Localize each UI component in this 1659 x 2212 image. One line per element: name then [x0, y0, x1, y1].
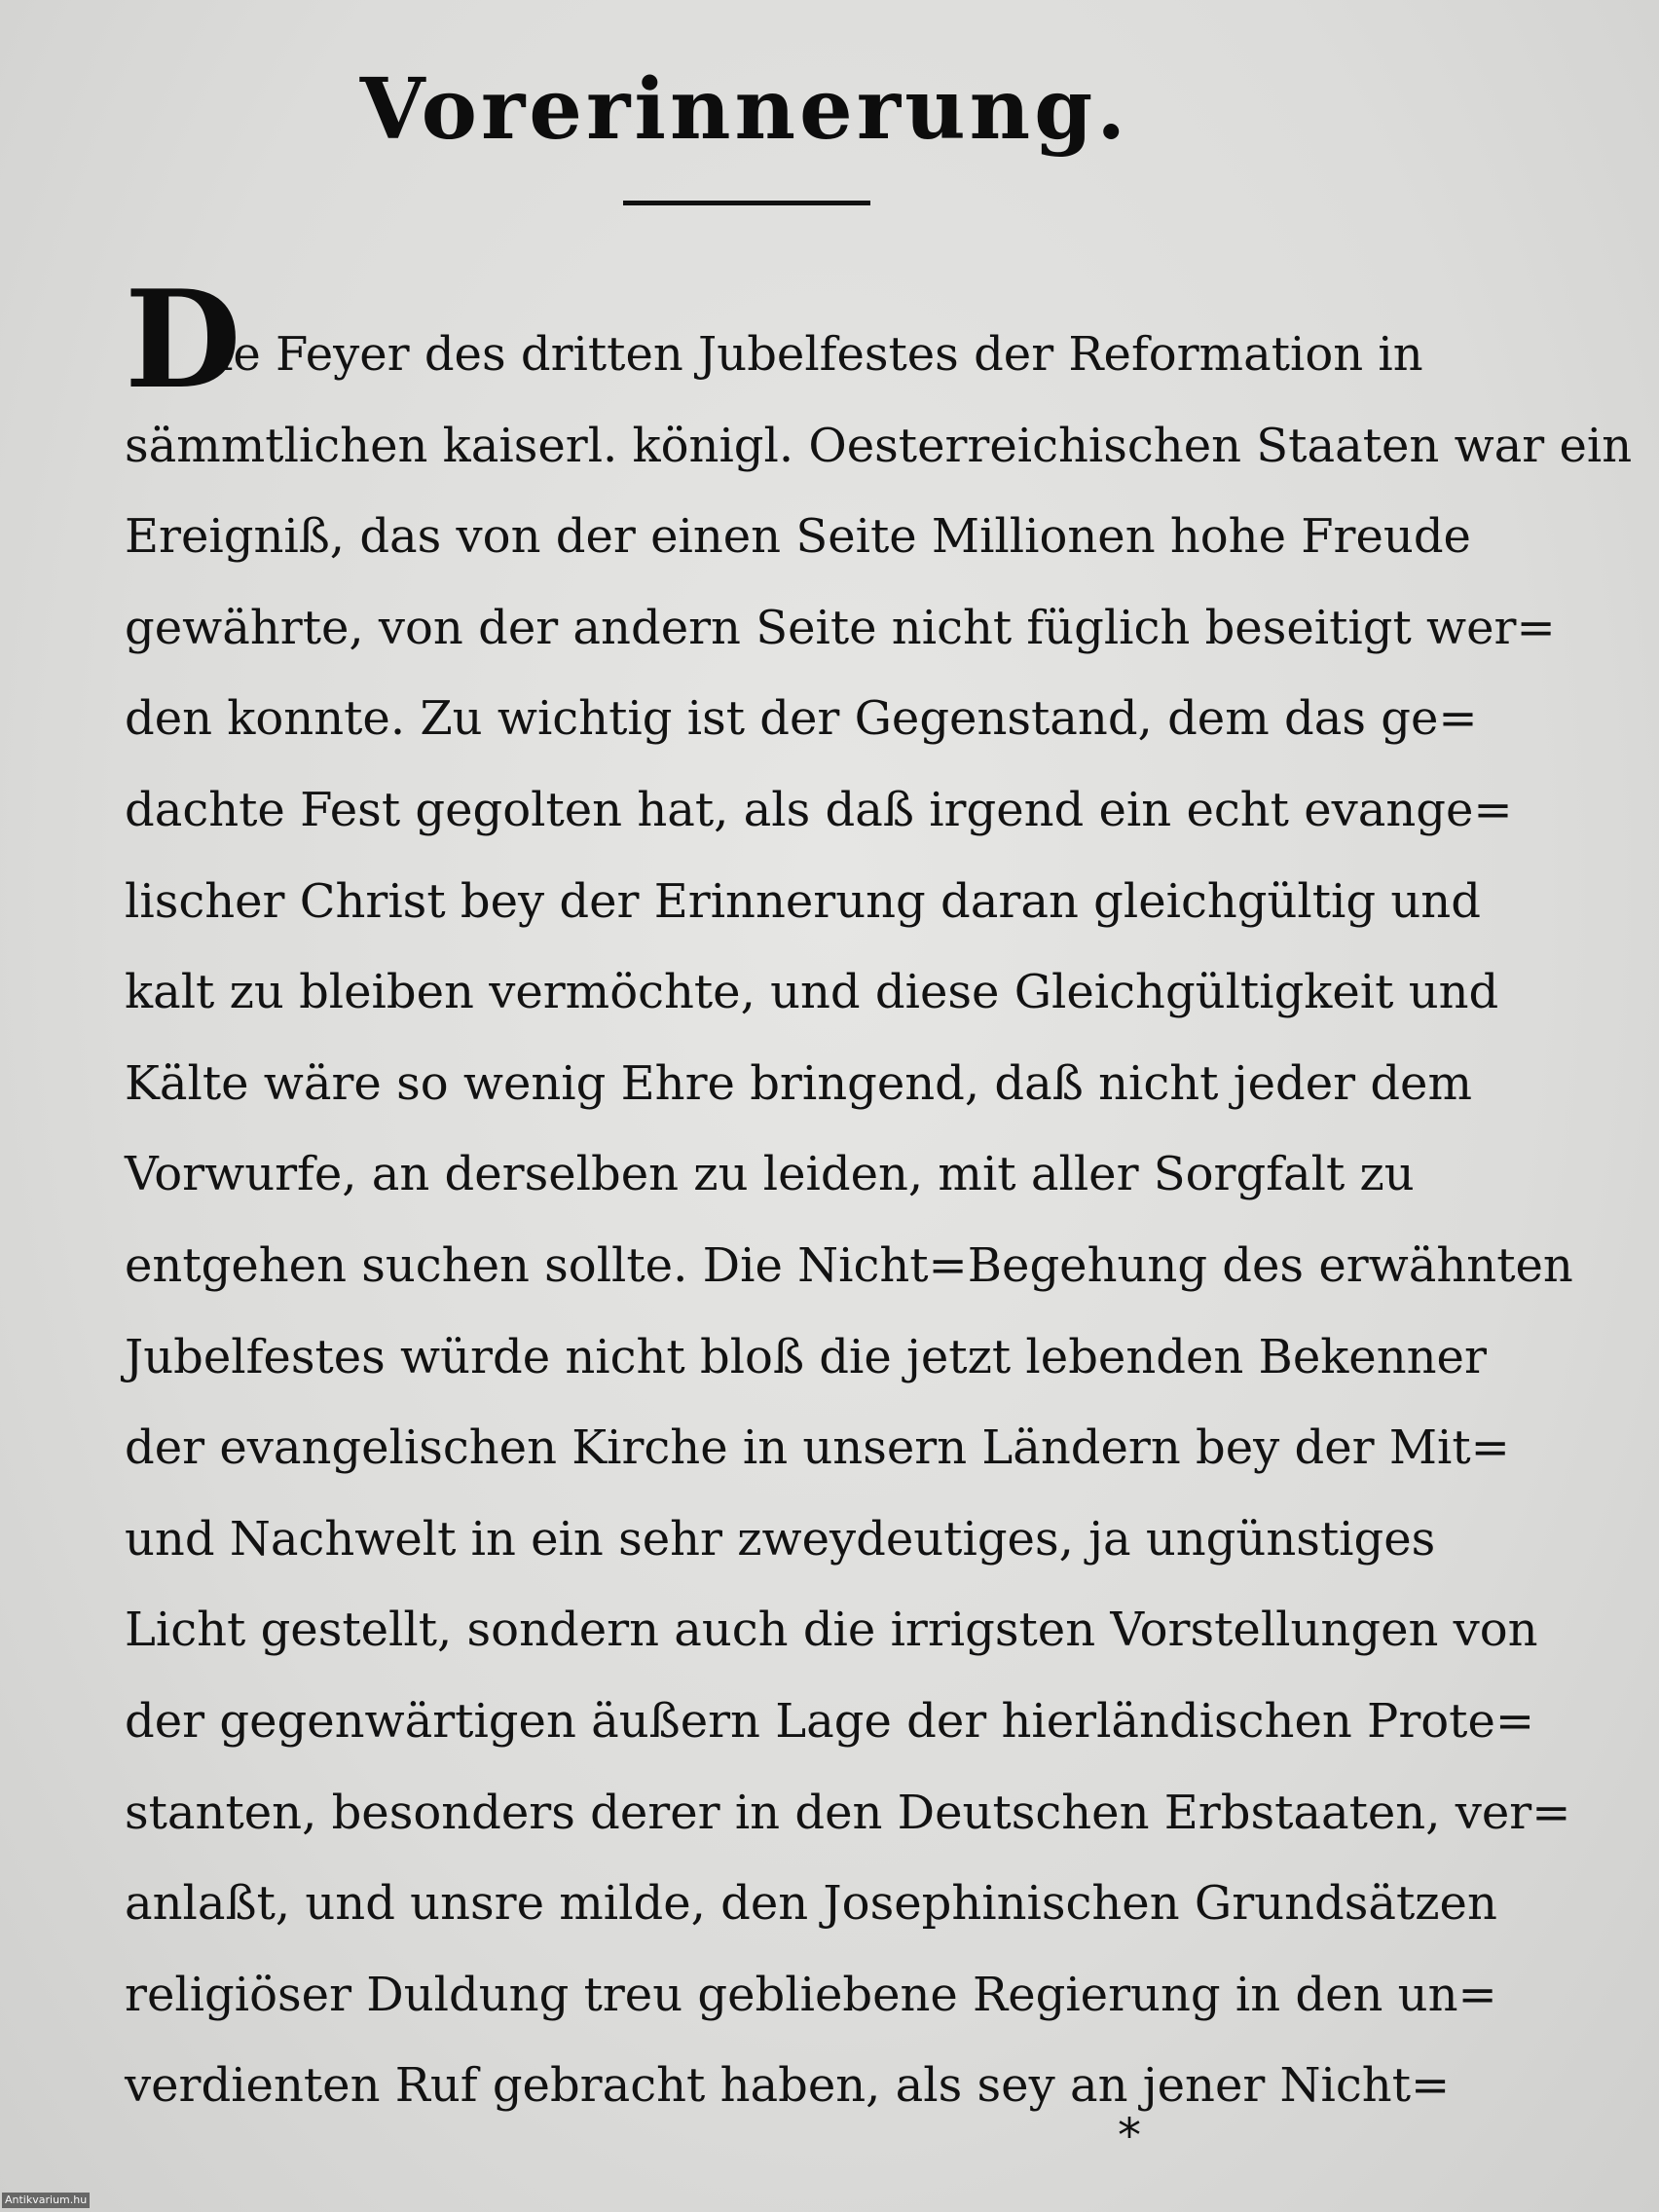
text-line-18: anlaßt, und unsre milde, den Josephinischen Grundsätzen	[125, 1876, 1497, 1932]
text-line-content: ie Feyer des dritten Jubelfestes der Reformation in	[218, 327, 1423, 382]
drop-cap: D	[125, 260, 241, 419]
text-line-17: stanten, besonders derer in den Deutschen Erbstaaten, ver=	[125, 1785, 1571, 1840]
text-line-12: Jubelfestes würde nicht bloß die jetzt lebenden Bekenner	[125, 1329, 1487, 1384]
text-line-6: dachte Fest gegolten hat, als daß irgend ein echt evange=	[125, 782, 1513, 837]
text-line-5: den konnte. Zu wichtig ist der Gegenstand, dem das ge=	[125, 691, 1478, 747]
text-line-15: Licht gestellt, sondern auch die irrigsten Vorstellungen von	[125, 1603, 1538, 1658]
text-line-10: Vorwurfe, an derselben zu leiden, mit aller Sorgfalt zu	[125, 1147, 1415, 1202]
watermark-label: Antikvarium.hu	[2, 2193, 90, 2208]
signature-mark: *	[1118, 2109, 1141, 2163]
text-line-3: Ereigniß, das von der einen Seite Millionen hohe Freude	[125, 509, 1471, 565]
text-line-9: Kälte wäre so wenig Ehre bringend, daß nicht jeder dem	[125, 1055, 1472, 1111]
text-line-20: verdienten Ruf gebracht haben, als sey an jener Nicht=	[125, 2058, 1451, 2114]
text-line-8: kalt zu bleiben vermöchte, und diese Gleichgültigkeit und	[125, 965, 1499, 1020]
text-line-7: lischer Christ bey der Erinnerung daran gleichgültig und	[125, 873, 1481, 929]
text-line-1	[125, 260, 1423, 419]
text-line-2: sämmtlichen kaiserl. königl. Oesterreichischen Staaten war ein	[125, 418, 1633, 473]
text-line-16: der gegenwärtigen äußern Lage der hierländischen Prote=	[125, 1693, 1535, 1749]
text-line-4: gewährte, von der andern Seite nicht füglich beseitigt wer=	[125, 600, 1556, 655]
page-title: Vorerinnerung.	[359, 60, 1130, 159]
text-line-19: religiöser Duldung treu gebliebene Regierung in den un=	[125, 1967, 1497, 2022]
text-line-14: und Nachwelt in ein sehr zweydeutiges, ja ungünstiges	[125, 1511, 1436, 1567]
text-line-13: der evangelischen Kirche in unsern Ländern bey der Mit=	[125, 1420, 1510, 1476]
title-divider	[623, 201, 870, 205]
text-line-11: entgehen suchen sollte. Die Nicht=Begehung des erwähnten	[125, 1237, 1573, 1293]
body-text	[125, 260, 1633, 2132]
